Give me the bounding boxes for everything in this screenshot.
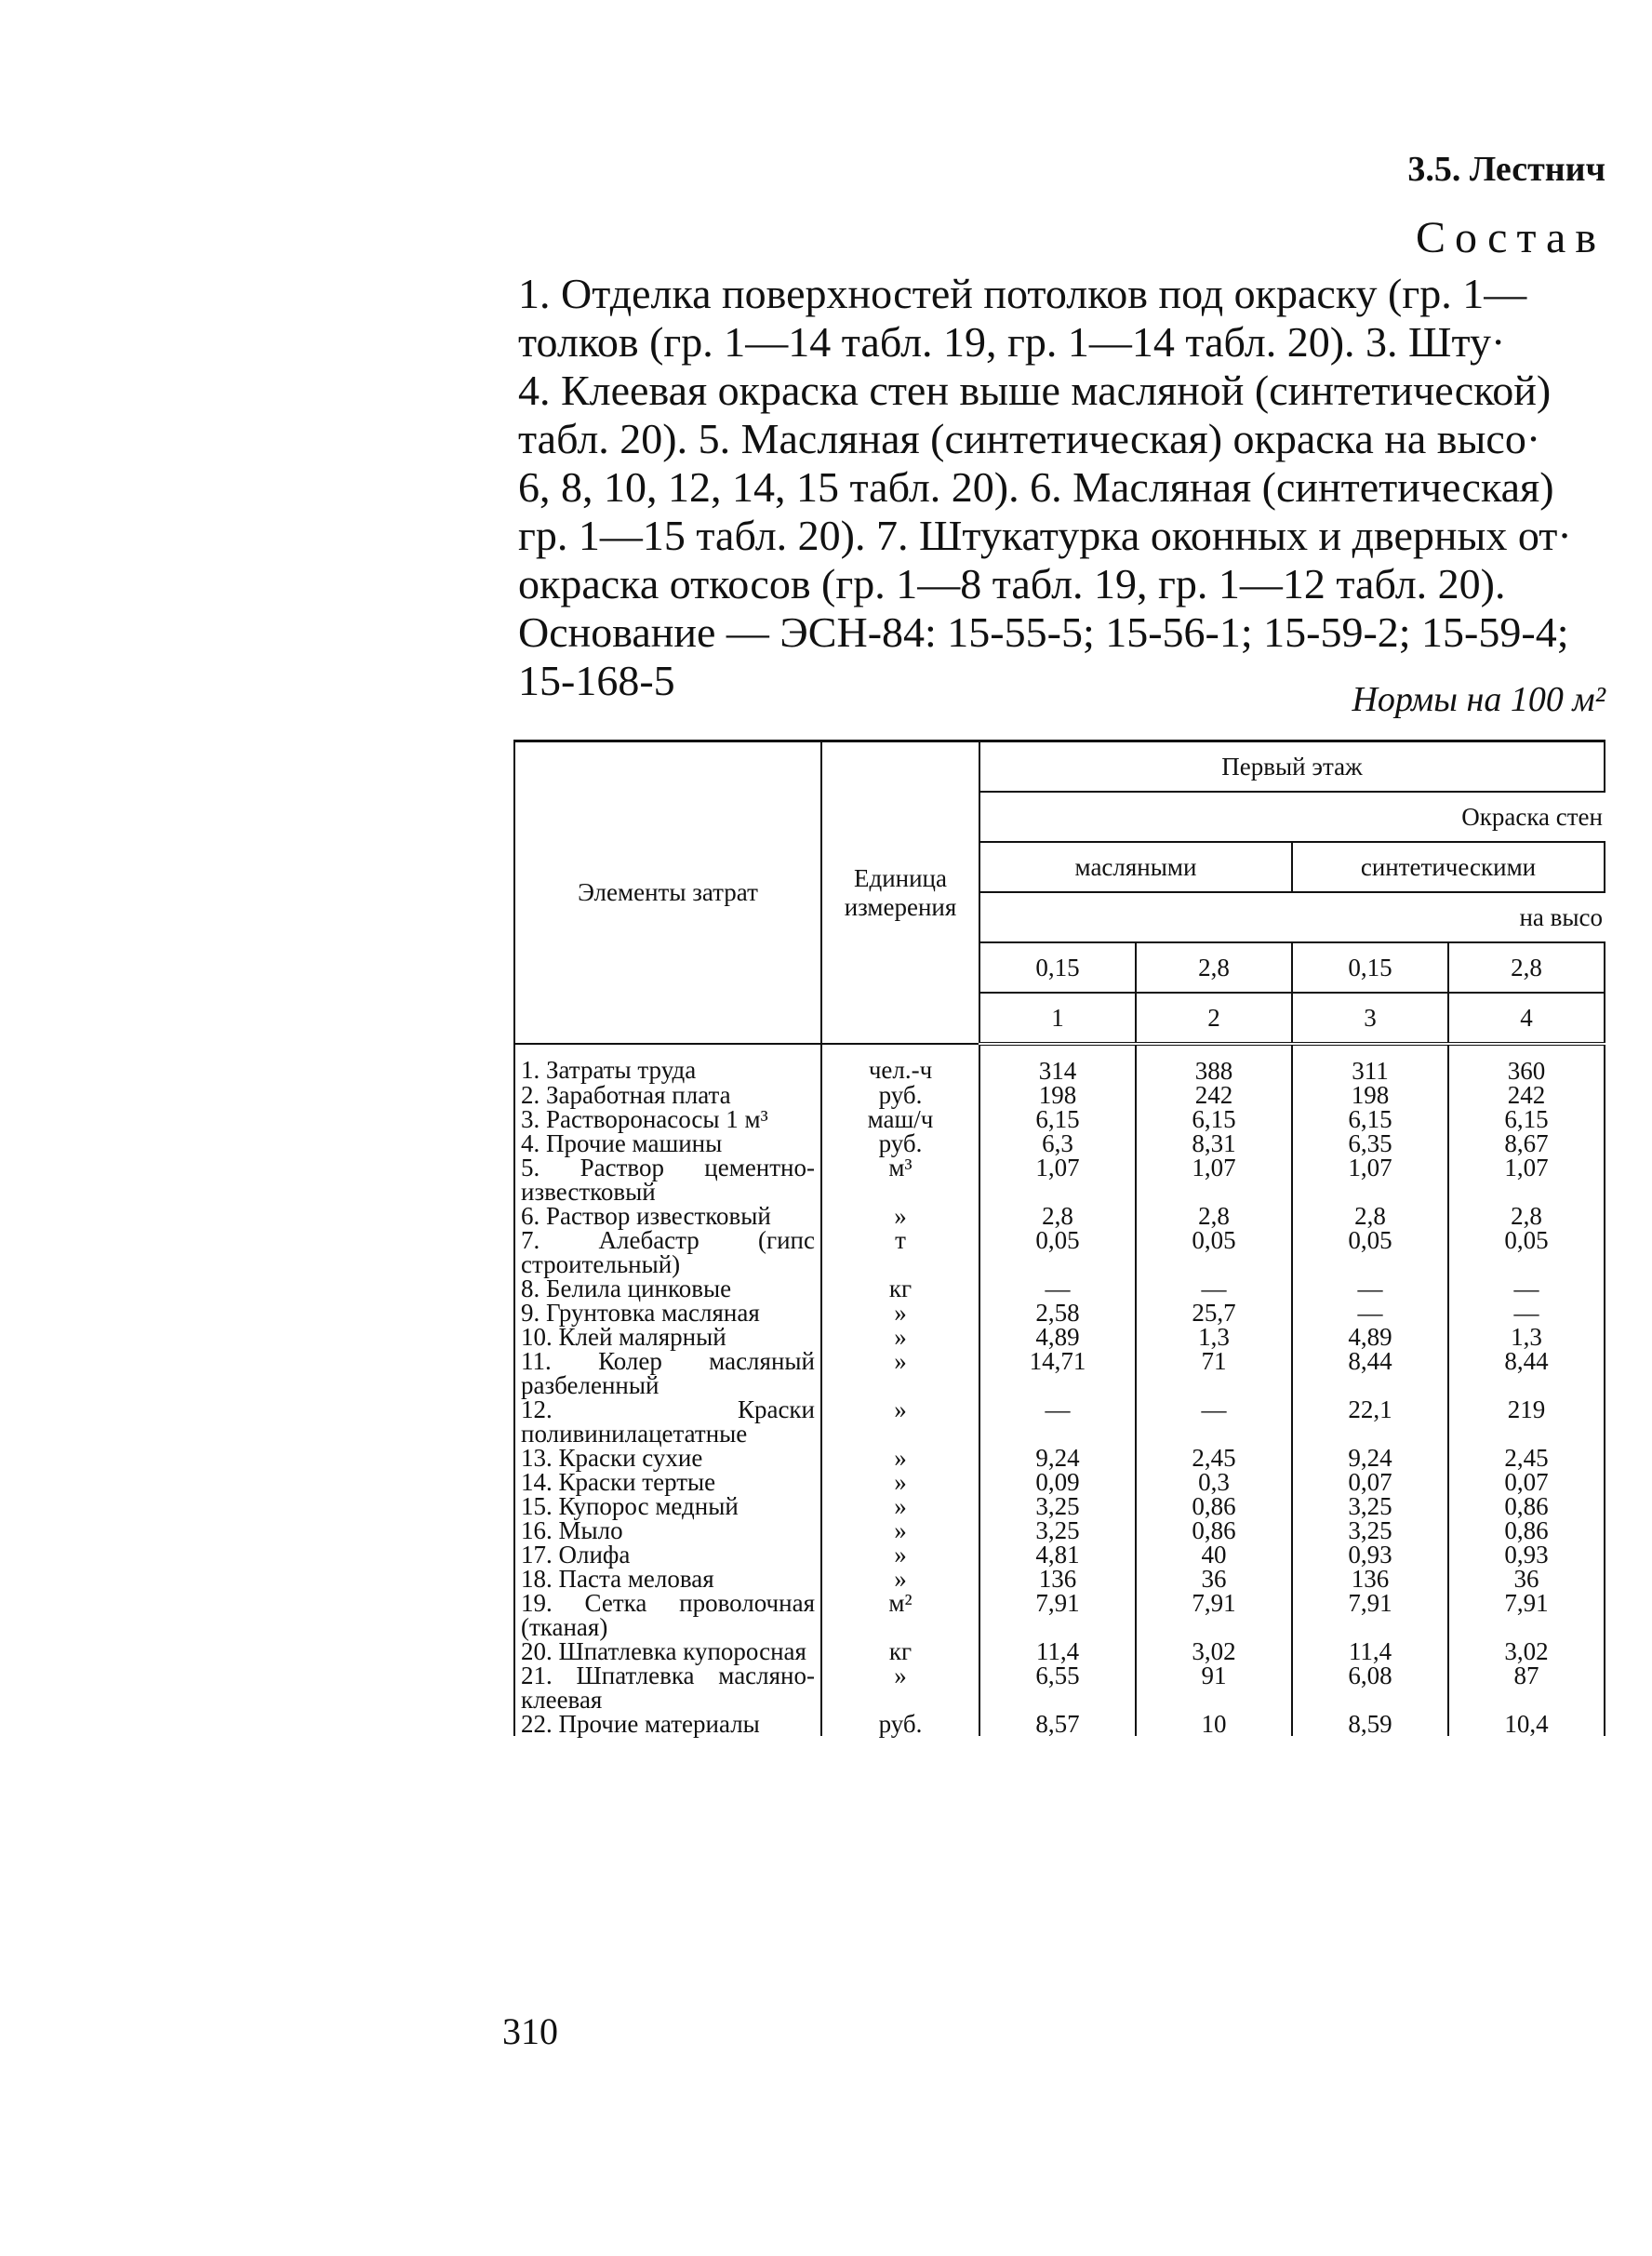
cost-element-name: 17. Олифа: [514, 1542, 821, 1567]
cost-element-name: 2. Заработная плата: [514, 1083, 821, 1107]
col-header-synthetic: синтетическими: [1292, 842, 1605, 892]
value-cell: 22,1: [1292, 1397, 1448, 1446]
unit-cell: »: [821, 1567, 979, 1591]
value-cell: 1,07: [979, 1155, 1136, 1204]
table-row: [514, 1663, 1605, 1712]
value-cell: 136: [1292, 1567, 1448, 1591]
unit-cell: руб.: [821, 1712, 979, 1736]
col-header-height: на высо: [979, 892, 1605, 942]
value-cell: 8,44: [1448, 1349, 1605, 1397]
value-cell: —: [1292, 1276, 1448, 1301]
value-cell: 388: [1136, 1044, 1292, 1083]
value-cell: 0,3: [1136, 1470, 1292, 1494]
col-header-number: 1: [979, 993, 1136, 1044]
value-cell: 3,25: [1292, 1518, 1448, 1542]
value-cell: 0,93: [1292, 1542, 1448, 1567]
unit-cell: »: [821, 1397, 979, 1446]
norms-caption: Нормы на 100 м²: [1352, 680, 1605, 719]
value-cell: 198: [979, 1083, 1136, 1107]
unit-cell: »: [821, 1301, 979, 1325]
composition-line: 4. Клеевая окраска стен выше масляной (синтетической): [518, 367, 1552, 414]
value-cell: 360: [1448, 1044, 1605, 1083]
value-cell: 1,07: [1292, 1155, 1448, 1204]
unit-cell: »: [821, 1446, 979, 1470]
composition-line: Основание — ЭСН-84: 15-55-5; 15-56-1; 15-59-2; 15-59-4;: [518, 608, 1569, 656]
value-cell: 6,08: [1292, 1663, 1448, 1712]
value-cell: 311: [1292, 1044, 1448, 1083]
value-cell: 2,45: [1448, 1446, 1605, 1470]
cost-element-name: 18. Паста меловая: [514, 1567, 821, 1591]
unit-cell: »: [821, 1542, 979, 1567]
table-row: [514, 1494, 1605, 1518]
cost-element-name: 16. Мыло: [514, 1518, 821, 1542]
value-cell: 9,24: [1292, 1446, 1448, 1470]
cost-element-name: 7. Алебастр (гипс строительный): [514, 1228, 821, 1276]
cost-element-name: 13. Краски сухие: [514, 1446, 821, 1470]
cost-element-name: 19. Сетка проволочная (тканая): [514, 1591, 821, 1639]
value-cell: 7,91: [1136, 1591, 1292, 1639]
value-cell: 6,3: [979, 1131, 1136, 1155]
table-row: [514, 1591, 1605, 1639]
table-row: [514, 1131, 1605, 1155]
table-row: [514, 1325, 1605, 1349]
value-cell: 40: [1136, 1542, 1292, 1567]
table-row: [514, 1397, 1605, 1446]
cost-element-name: 5. Раствор цементно-известковый: [514, 1155, 821, 1204]
norms-table-body: [514, 1044, 1605, 1736]
value-cell: 71: [1136, 1349, 1292, 1397]
cost-element-name: 3. Растворонасосы 1 м³: [514, 1107, 821, 1131]
unit-cell: руб.: [821, 1083, 979, 1107]
value-cell: 9,24: [979, 1446, 1136, 1470]
table-row: [514, 1155, 1605, 1204]
table-row: [514, 1228, 1605, 1276]
col-header-number: 3: [1292, 993, 1448, 1044]
value-cell: 0,05: [979, 1228, 1136, 1276]
value-cell: 10,4: [1448, 1712, 1605, 1736]
value-cell: 11,4: [979, 1639, 1136, 1663]
unit-cell: м³: [821, 1155, 979, 1204]
unit-cell: т: [821, 1228, 979, 1276]
table-row: [514, 1446, 1605, 1470]
table-row: [514, 1301, 1605, 1325]
value-cell: 0,86: [1448, 1518, 1605, 1542]
value-cell: 0,05: [1292, 1228, 1448, 1276]
value-cell: 4,81: [979, 1542, 1136, 1567]
cost-element-name: 14. Краски тертые: [514, 1470, 821, 1494]
value-cell: 8,59: [1292, 1712, 1448, 1736]
unit-cell: кг: [821, 1276, 979, 1301]
value-cell: 8,31: [1136, 1131, 1292, 1155]
col-header-height-value: 0,15: [1292, 942, 1448, 993]
value-cell: 8,57: [979, 1712, 1136, 1736]
table-row: [514, 1567, 1605, 1591]
cost-element-name: 6. Раствор известковый: [514, 1204, 821, 1228]
value-cell: 136: [979, 1567, 1136, 1591]
cost-element-name: 12. Краски поливинилацетатные: [514, 1397, 821, 1446]
composition-line: 1. Отделка поверхностей потолков под окраску (гр. 1—: [518, 270, 1527, 317]
value-cell: 6,15: [1448, 1107, 1605, 1131]
value-cell: 1,07: [1136, 1155, 1292, 1204]
value-cell: 0,93: [1448, 1542, 1605, 1567]
value-cell: 6,55: [979, 1663, 1136, 1712]
value-cell: 87: [1448, 1663, 1605, 1712]
table-row: [514, 1044, 1605, 1083]
value-cell: 2,8: [1292, 1204, 1448, 1228]
value-cell: 14,71: [979, 1349, 1136, 1397]
value-cell: 0,86: [1136, 1518, 1292, 1542]
unit-cell: кг: [821, 1639, 979, 1663]
value-cell: 0,07: [1292, 1470, 1448, 1494]
table-row: [514, 1083, 1605, 1107]
col-header-height-value: 0,15: [979, 942, 1136, 993]
unit-cell: »: [821, 1663, 979, 1712]
value-cell: 0,86: [1448, 1494, 1605, 1518]
value-cell: 8,44: [1292, 1349, 1448, 1397]
value-cell: 4,89: [1292, 1325, 1448, 1349]
value-cell: 0,07: [1448, 1470, 1605, 1494]
unit-cell: »: [821, 1518, 979, 1542]
value-cell: 0,05: [1448, 1228, 1605, 1276]
value-cell: 198: [1292, 1083, 1448, 1107]
norms-table: [513, 740, 1605, 1736]
table-row: [514, 1204, 1605, 1228]
col-header-number: 4: [1448, 993, 1605, 1044]
value-cell: 3,25: [979, 1494, 1136, 1518]
unit-cell: м²: [821, 1591, 979, 1639]
col-header-floor: Первый этаж: [979, 741, 1605, 793]
value-cell: 314: [979, 1044, 1136, 1083]
cost-element-name: 22. Прочие материалы: [514, 1712, 821, 1736]
value-cell: 7,91: [979, 1591, 1136, 1639]
composition-line: окраска откосов (гр. 1—8 табл. 19, гр. 1—12 табл. 20).: [518, 560, 1506, 607]
value-cell: 2,8: [1136, 1204, 1292, 1228]
cost-element-name: 4. Прочие машины: [514, 1131, 821, 1155]
value-cell: 6,15: [1292, 1107, 1448, 1131]
value-cell: 36: [1136, 1567, 1292, 1591]
unit-cell: »: [821, 1325, 979, 1349]
table-row: [514, 1107, 1605, 1131]
cost-element-name: 8. Белила цинковые: [514, 1276, 821, 1301]
value-cell: 6,35: [1292, 1131, 1448, 1155]
value-cell: 219: [1448, 1397, 1605, 1446]
value-cell: 7,91: [1292, 1591, 1448, 1639]
value-cell: —: [979, 1397, 1136, 1446]
col-header-number: 2: [1136, 993, 1292, 1044]
value-cell: 8,67: [1448, 1131, 1605, 1155]
value-cell: 1,07: [1448, 1155, 1605, 1204]
value-cell: 0,86: [1136, 1494, 1292, 1518]
composition-line: 15-168-5: [518, 657, 675, 704]
table-row: [514, 1518, 1605, 1542]
table-row: [514, 1639, 1605, 1663]
table-row: [514, 1470, 1605, 1494]
table-row: [514, 1542, 1605, 1567]
table-row: [514, 1349, 1605, 1397]
cost-element-name: 11. Колер масляный разбеленный: [514, 1349, 821, 1397]
value-cell: —: [1448, 1301, 1605, 1325]
value-cell: 25,7: [1136, 1301, 1292, 1325]
value-cell: 36: [1448, 1567, 1605, 1591]
composition-line: толков (гр. 1—14 табл. 19, гр. 1—14 табл. 20). 3. Шту·: [518, 318, 1506, 366]
value-cell: 3,02: [1448, 1639, 1605, 1663]
value-cell: 3,02: [1136, 1639, 1292, 1663]
value-cell: 2,45: [1136, 1446, 1292, 1470]
unit-cell: »: [821, 1470, 979, 1494]
cost-element-name: 21. Шпатлевка масляно-клеевая: [514, 1663, 821, 1712]
value-cell: 1,3: [1448, 1325, 1605, 1349]
value-cell: 7,91: [1448, 1591, 1605, 1639]
cost-element-name: 15. Купорос медный: [514, 1494, 821, 1518]
value-cell: 4,89: [979, 1325, 1136, 1349]
unit-cell: руб.: [821, 1131, 979, 1155]
composition-line: табл. 20). 5. Масляная (синтетическая) окраска на высо·: [518, 415, 1541, 462]
table-row: [514, 1712, 1605, 1736]
unit-cell: »: [821, 1204, 979, 1228]
col-header-unit: Единица измерения: [821, 741, 979, 1045]
value-cell: 91: [1136, 1663, 1292, 1712]
cost-element-name: 10. Клей малярный: [514, 1325, 821, 1349]
value-cell: 11,4: [1292, 1639, 1448, 1663]
value-cell: 2,8: [1448, 1204, 1605, 1228]
value-cell: 242: [1448, 1083, 1605, 1107]
unit-cell: »: [821, 1349, 979, 1397]
page-number: 310: [502, 2010, 558, 2052]
value-cell: —: [1292, 1301, 1448, 1325]
unit-cell: »: [821, 1494, 979, 1518]
composition-text: [518, 270, 1616, 705]
value-cell: 6,15: [979, 1107, 1136, 1131]
value-cell: —: [1448, 1276, 1605, 1301]
value-cell: 3,25: [979, 1518, 1136, 1542]
col-header-paint: Окраска стен: [979, 792, 1605, 842]
unit-cell: чел.-ч: [821, 1044, 979, 1083]
col-header-height-value: 2,8: [1136, 942, 1292, 993]
value-cell: 3,25: [1292, 1494, 1448, 1518]
col-header-oil: масляными: [979, 842, 1292, 892]
value-cell: 6,15: [1136, 1107, 1292, 1131]
value-cell: 2,58: [979, 1301, 1136, 1325]
value-cell: 10: [1136, 1712, 1292, 1736]
value-cell: 0,05: [1136, 1228, 1292, 1276]
col-header-height-value: 2,8: [1448, 942, 1605, 993]
value-cell: 1,3: [1136, 1325, 1292, 1349]
value-cell: 2,8: [979, 1204, 1136, 1228]
value-cell: 242: [1136, 1083, 1292, 1107]
composition-line: 6, 8, 10, 12, 14, 15 табл. 20). 6. Масляная (синтетическая): [518, 463, 1554, 511]
value-cell: —: [1136, 1397, 1292, 1446]
value-cell: 0,09: [979, 1470, 1136, 1494]
cost-element-name: 1. Затраты труда: [514, 1044, 821, 1083]
value-cell: —: [979, 1276, 1136, 1301]
cost-element-name: 9. Грунтовка масляная: [514, 1301, 821, 1325]
table-row: [514, 1276, 1605, 1301]
composition-heading: Состав: [1415, 213, 1605, 262]
value-cell: —: [1136, 1276, 1292, 1301]
col-header-elements: Элементы затрат: [514, 741, 821, 1045]
unit-cell: маш/ч: [821, 1107, 979, 1131]
cost-element-name: 20. Шпатлевка купоросная: [514, 1639, 821, 1663]
section-title: 3.5. Лестнич: [1407, 150, 1605, 189]
composition-line: гр. 1—15 табл. 20). 7. Штукатурка оконных и дверных от·: [518, 512, 1572, 559]
